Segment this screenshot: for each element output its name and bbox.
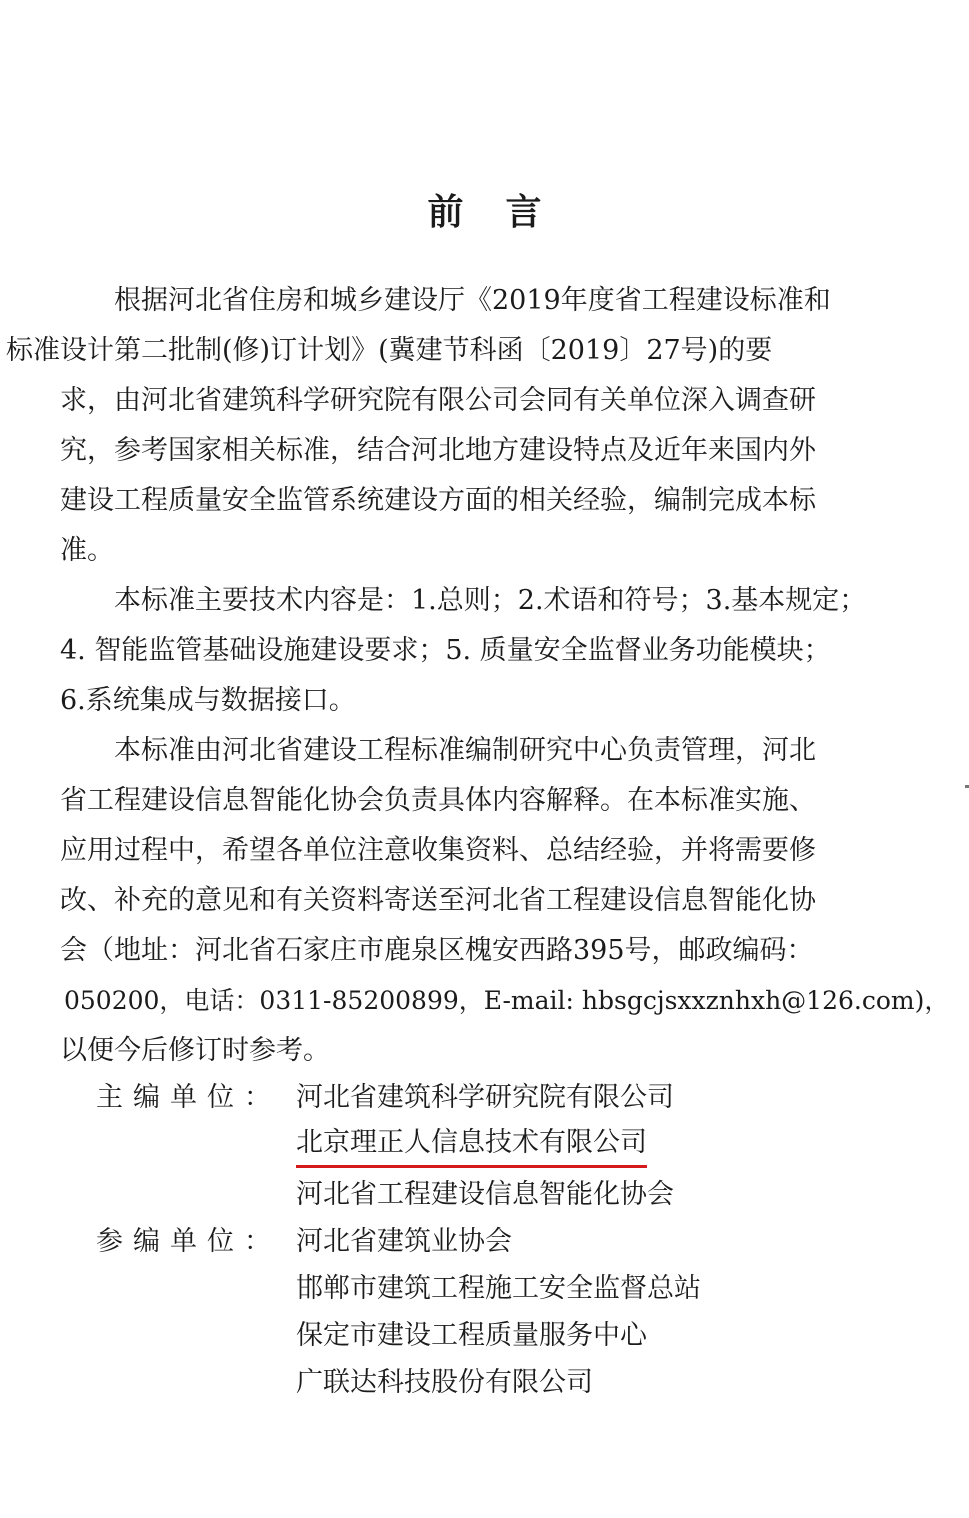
participating-unit-item: 广联达科技股份有限公司	[296, 1367, 593, 1398]
chief-units-list	[296, 1074, 896, 1218]
participating-unit-item: 河北省建筑业协会	[296, 1226, 512, 1257]
text-line: 准。	[60, 535, 114, 566]
page-title: 前言	[427, 191, 584, 233]
paragraph-management	[60, 726, 950, 1076]
participating-unit-item: 邯郸市建筑工程施工安全监督总站	[296, 1273, 701, 1304]
text-line: 050200，电话：0311-85200899，E-mail: hbsgcjsxxznhxh@126.com)，	[64, 986, 950, 1015]
participating-unit-item: 保定市建设工程质量服务中心	[296, 1320, 647, 1351]
participating-units-list	[296, 1218, 896, 1406]
text-line: 应用过程中，希望各单位注意收集资料、总结经验，并将需要修	[60, 835, 816, 866]
text-line: 根据河北省住房和城乡建设厅《2019年度省工程建设标准和	[114, 285, 831, 316]
participating-units	[96, 1218, 896, 1406]
chief-unit-item: 河北省工程建设信息智能化协会	[296, 1179, 674, 1210]
text-line: 省工程建设信息智能化协会负责具体内容解释。在本标准实施、	[60, 785, 816, 816]
text-line: 建设工程质量安全监管系统建设方面的相关经验，编制完成本标	[60, 485, 816, 516]
text-line: 会（地址：河北省石家庄市鹿泉区槐安西路395号，邮政编码：	[60, 935, 814, 966]
participating-units-label: 参编单位：	[96, 1226, 281, 1257]
text-line: 究，参考国家相关标准，结合河北地方建设特点及近年来国内外	[60, 435, 816, 466]
scan-mark	[965, 785, 969, 788]
chief-units	[96, 1074, 896, 1218]
paragraph-basis	[6, 276, 880, 576]
chief-unit-item: 河北省建筑科学研究院有限公司	[296, 1082, 674, 1113]
text-line: 4. 智能监管基础设施建设要求；5. 质量安全监督业务功能模块；	[60, 635, 831, 666]
text-line: 标准设计第二批制(修)订计划》(冀建节科函〔2019〕27号)的要	[6, 335, 773, 366]
text-line: 本标准主要技术内容是：1.总则；2.术语和符号；3.基本规定；	[114, 585, 867, 616]
text-line: 6.系统集成与数据接口。	[60, 685, 356, 716]
chief-units-label: 主编单位：	[96, 1082, 281, 1113]
paragraph-contents	[60, 576, 880, 726]
text-line: 改、补充的意见和有关资料寄送至河北省工程建设信息智能化协	[60, 885, 816, 916]
preface-body	[6, 276, 950, 1076]
units-section	[96, 1074, 896, 1406]
text-line: 求，由河北省建筑科学研究院有限公司会同有关单位深入调查研	[60, 385, 816, 416]
text-line: 以便今后修订时参考。	[60, 1035, 330, 1066]
chief-unit-item-highlighted: 北京理正人信息技术有限公司	[296, 1121, 647, 1168]
text-line: 本标准由河北省建设工程标准编制研究中心负责管理，河北	[114, 735, 816, 766]
